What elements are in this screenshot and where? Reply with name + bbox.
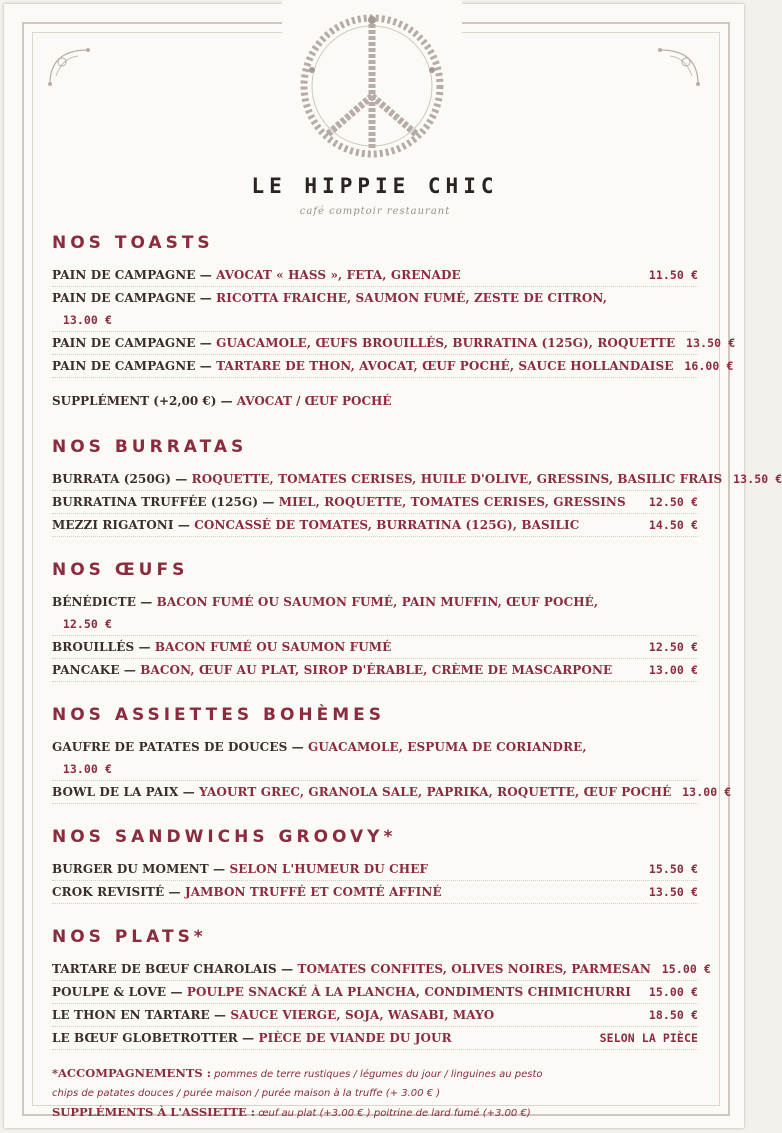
supplement-name: SUPPLÉMENT (+2,00 €) —: [52, 394, 233, 408]
item-name: BURGER DU MOMENT —: [52, 862, 226, 876]
item-price: 12.50 €: [62, 617, 112, 631]
item-name: BURRATA (250G) —: [52, 472, 188, 486]
item-name: BÉNÉDICTE —: [52, 595, 153, 609]
item-price: SELON LA PIÈCE: [599, 1031, 698, 1045]
item-name: BURRATINA TRUFFÉE (125G) —: [52, 495, 275, 509]
menu-item: [52, 491, 698, 514]
item-price: 15.00 €: [648, 985, 698, 999]
menu-item: [52, 264, 698, 287]
item-price: 13.00 €: [62, 762, 112, 776]
menu-item: [52, 858, 698, 881]
item-name: CROK REVISITÉ —: [52, 885, 181, 899]
section-sandwichs: [52, 824, 698, 904]
section-title: NOS TOASTS: [52, 233, 214, 253]
item-name: TARTARE DE BŒUF CHAROLAIS —: [52, 962, 294, 976]
item-desc: BACON FUMÉ OU SAUMON FUMÉ, PAIN MUFFIN, ŒUF POCHÉ,: [152, 595, 599, 609]
menu-item: [52, 659, 698, 682]
menu-item: [52, 332, 736, 355]
supplements-text: œuf au plat (+3.00 € ) poitrine de lard fumé (+3.00 €): [255, 1108, 531, 1119]
item-desc: TARTARE DE THON, AVOCAT, ŒUF POCHÉ, SAUCE HOLLANDAISE: [211, 359, 674, 373]
peace-sign-floral-icon: [282, 0, 462, 170]
item-desc: PIÈCE DE VIANDE DU JOUR: [254, 1031, 452, 1045]
section-title: NOS SANDWICHS GROOVY*: [52, 827, 397, 847]
menu-notes: [52, 1064, 698, 1123]
item-desc: SELON L'HUMEUR DU CHEF: [225, 862, 429, 876]
item-desc: JAMBON TRUFFÉ ET COMTÉ AFFINÉ: [180, 885, 442, 899]
item-price: 13.00 €: [648, 663, 698, 677]
item-price: 16.00 €: [684, 359, 734, 373]
item-desc: BACON FUMÉ OU SAUMON FUMÉ: [150, 640, 392, 654]
item-desc: POULPE SNACKÉ À LA PLANCHA, CONDIMENTS CHIMICHURRI: [182, 985, 631, 999]
item-name: POULPE & LOVE —: [52, 985, 183, 999]
section-title: NOS ASSIETTES BOHÈMES: [52, 705, 386, 725]
menu-item: [52, 781, 732, 804]
section-title: NOS BURRATAS: [52, 437, 248, 457]
item-price: 13.00 €: [682, 785, 732, 799]
ornament-corner-icon: [650, 46, 700, 86]
restaurant-tagline: café comptoir restaurant: [299, 206, 451, 217]
item-price: 13.50 €: [648, 885, 698, 899]
supplement-line: [52, 390, 698, 412]
section-title: NOS ŒUFS: [52, 560, 189, 580]
section-oeufs: [52, 557, 698, 682]
menu-item: [52, 355, 734, 378]
item-name: BOWL DE LA PAIX —: [52, 785, 195, 799]
item-price: 18.50 €: [648, 1008, 698, 1022]
item-desc: TOMATES CONFITES, OLIVES NOIRES, PARMESAN: [293, 962, 651, 976]
menu-item: [52, 514, 698, 537]
item-desc: SAUCE VIERGE, SOJA, WASABI, MAYO: [226, 1008, 495, 1022]
item-desc: MIEL, ROQUETTE, TOMATES CERISES, GRESSINS: [274, 495, 626, 509]
item-desc: ROQUETTE, TOMATES CERISES, HUILE D'OLIVE, GRESSINS, BASILIC FRAIS: [187, 472, 723, 486]
item-name: BROUILLÉS —: [52, 640, 151, 654]
item-desc: AVOCAT « HASS », FETA, GRENADE: [211, 268, 461, 282]
item-price: 14.50 €: [648, 518, 698, 532]
menu-item: [52, 1027, 698, 1050]
item-name: PAIN DE CAMPAGNE —: [52, 336, 212, 350]
ornament-corner-icon: [48, 46, 98, 86]
item-price: 12.50 €: [648, 640, 698, 654]
item-desc: BACON, ŒUF AU PLAT, SIROP D'ÉRABLE, CRÈME DE MASCARPONE: [135, 663, 613, 677]
section-title: NOS PLATS*: [52, 927, 207, 947]
accompaniments-text: pommes de terre rustiques / légumes du jour / linguines au pesto: [210, 1069, 543, 1080]
item-desc: GUACAMOLE, ESPUMA DE CORIANDRE,: [303, 740, 587, 754]
item-desc: GUACAMOLE, ŒUFS BROUILLÉS, BURRATINA (125G), ROQUETTE: [211, 336, 676, 350]
restaurant-name: LE HIPPIE CHIC: [251, 174, 499, 198]
menu-item: [52, 981, 698, 1004]
section-assiettes: [52, 702, 732, 804]
item-price: 13.00 €: [62, 313, 112, 327]
menu-item: [52, 881, 698, 904]
menu-item: [52, 1004, 698, 1027]
menu-item: [52, 736, 698, 781]
supplements-label: SUPPLÉMENTS À L'ASSIETTE :: [52, 1105, 256, 1119]
item-desc: RICOTTA FRAICHE, SAUMON FUMÉ, ZESTE DE CITRON,: [211, 291, 607, 305]
item-name: LE THON EN TARTARE —: [52, 1008, 227, 1022]
item-name: PAIN DE CAMPAGNE —: [52, 291, 212, 305]
item-name: PAIN DE CAMPAGNE —: [52, 359, 212, 373]
menu-content: [52, 230, 782, 1123]
item-name: MEZZI RIGATONI —: [52, 518, 190, 532]
item-price: 12.50 €: [648, 495, 698, 509]
menu-item: [52, 958, 711, 981]
item-price: 13.50 €: [686, 336, 736, 350]
item-name: PAIN DE CAMPAGNE —: [52, 268, 212, 282]
item-name: GAUFRE DE PATATES DE DOUCES —: [52, 740, 304, 754]
item-desc: CONCASSÉ DE TOMATES, BURRATINA (125G), BASILIC: [189, 518, 580, 532]
menu-item: [52, 287, 698, 332]
menu-item: [52, 468, 782, 491]
item-name: LE BŒUF GLOBETROTTER —: [52, 1031, 255, 1045]
accompaniments-text-line2: chips de patates douces / purée maison / purée maison à la truffe (+ 3.00 € ): [52, 1088, 441, 1099]
item-price: 15.50 €: [648, 862, 698, 876]
accompaniments-label: *ACCOMPAGNEMENTS :: [52, 1066, 211, 1080]
item-price: 11.50 €: [648, 268, 698, 282]
item-desc: YAOURT GREC, GRANOLA SALE, PAPRIKA, ROQUETTE, ŒUF POCHÉ: [194, 785, 672, 799]
item-price: 15.00 €: [661, 962, 711, 976]
section-burratas: [52, 434, 782, 537]
menu-item: [52, 591, 698, 636]
section-toasts: [52, 230, 736, 412]
section-plats: [52, 924, 711, 1050]
supplement-desc: AVOCAT / ŒUF POCHÉ: [232, 394, 392, 408]
item-name: PANCAKE —: [52, 663, 136, 677]
item-price: 13.50 €: [733, 472, 782, 486]
menu-item: [52, 636, 698, 659]
